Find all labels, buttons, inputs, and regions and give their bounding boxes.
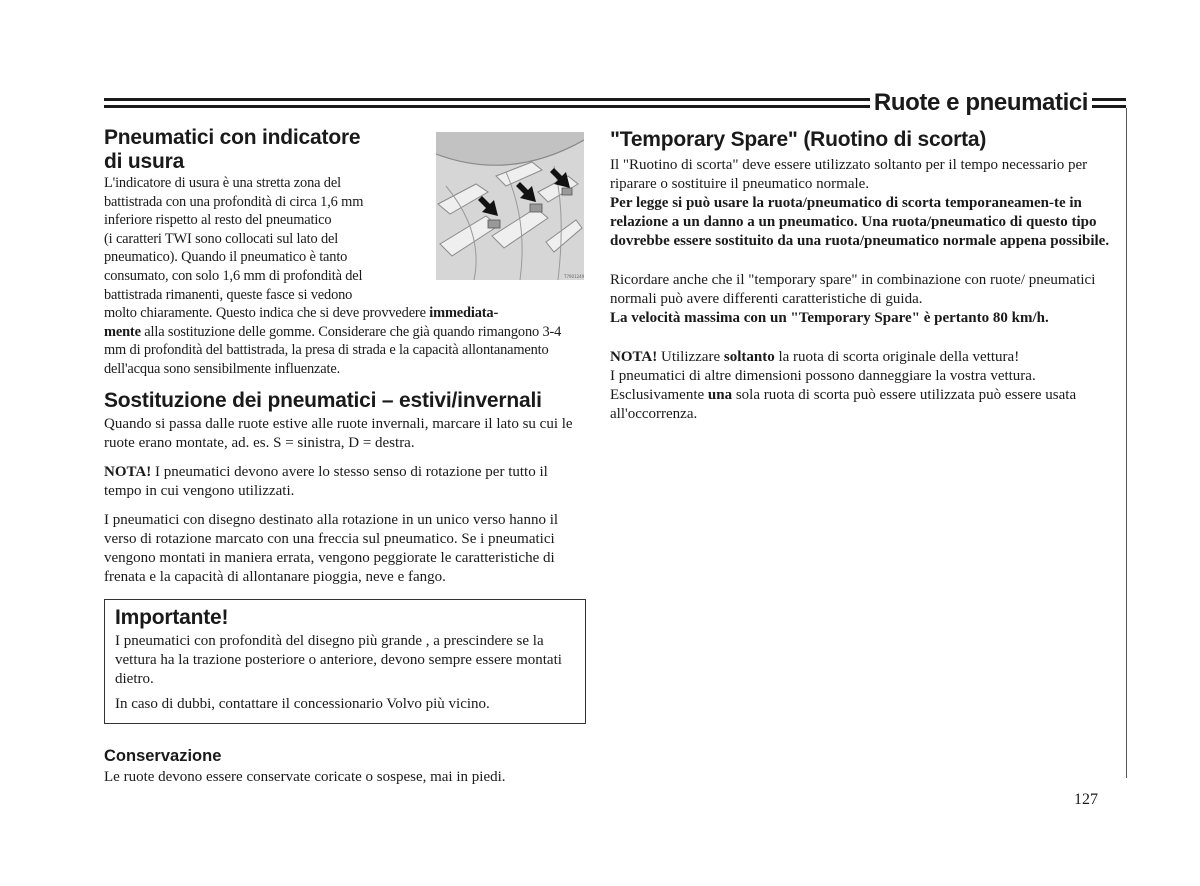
temporary-spare-p2: Ricordare anche che il "temporary spare" in combinazione con ruote/ pneumatici normali può avere differenti caratteristiche di guida. (610, 272, 1096, 307)
svg-text:T7901249: T7901249 (564, 274, 584, 279)
temporary-spare-p4: I pneumatici di altre dimensioni possono danneggiare la vostra vettura. (610, 368, 1036, 384)
conservazione-heading: Conservazione (104, 746, 222, 765)
tyre-tread-figure (436, 132, 584, 280)
summer-winter-heading: Sostituzione dei pneumatici – estivi/invernali (104, 388, 542, 412)
importante-p2: In caso di dubbi, contattare il concessionario Volvo più vicino. (115, 695, 490, 712)
importante-box (104, 599, 586, 724)
right-column (610, 128, 1110, 424)
wear-indicator-heading: Pneumatici con indicatore di usura (104, 126, 361, 173)
tyre-tread-wear-icon (436, 132, 584, 280)
summer-winter-p1: Quando si passa dalle ruote estive alle ruote invernali, marcare il lato su cui le ruote erano montate, ad. es. S = sinistra, D = destra. (104, 415, 573, 451)
page-number: 127 (1074, 791, 1098, 808)
temporary-spare-speed: La velocità massima con un "Temporary Spare" è pertanto 80 km/h. (610, 310, 1049, 326)
summer-winter-p3: I pneumatici con disegno destinato alla rotazione in un unico verso hanno il verso di rotazione marcato con una freccia sul pneumatico. Se i pneumatici vengono montati in maniera errata, vengono peggiorate le caratteristiche di frenata e la capacità di allontanare pioggia, neve e fango. (104, 511, 559, 585)
section-title: Ruote e pneumatici (870, 86, 1092, 120)
importante-p1: I pneumatici con profondità del disegno più grande , a prescindere se la vettura ha la trazione posteriore o anteriore, devono sempre essere montati dietro. (115, 632, 562, 687)
wear-indicator-text: L'indicatore di usura è una stretta zona del battistrada con una profondità di circa 1,6 mm inferiore rispetto al resto del pneumatico (i caratteri TWI sono collocati sul lato del pneumatico). Quando il pneumatico è tanto consumato, con solo 1,6 mm di profondità del battistrada rimanenti, queste fasce si vedono molto chiaramente. Questo indica che si deve provvedere immediata- mente alla sostituzione delle gomme. Considerare che già quando rimangono 3-4 mm di profondità del battistrada, la presa di strada e la capacità allontanamento dell'acqua sono sensibilmente influenzate. (104, 175, 562, 377)
temporary-spare-p5: Esclusivamente una sola ruota di scorta può essere utilizzata può essere usata all'occorrenza. (610, 387, 1077, 422)
temporary-spare-nota: NOTA! Utilizzare soltanto la ruota di scorta originale della vettura! (610, 349, 1020, 365)
temporary-spare-heading: "Temporary Spare" (Ruotino di scorta) (610, 128, 987, 151)
temporary-spare-p1: Il "Ruotino di scorta" deve essere utilizzato soltanto per il tempo necessario per riparare o sostituire il pneumatico normale. (610, 157, 1088, 192)
left-column (104, 126, 586, 787)
importante-heading: Importante! (115, 605, 229, 629)
summer-winter-nota: NOTA! I pneumatici devono avere lo stesso senso di rotazione per tutto il tempo in cui vengono utilizzati. (104, 463, 548, 499)
conservazione-p1: Le ruote devono essere conservate coricate o sospese, mai in piedi. (104, 768, 506, 785)
temporary-spare-p1-bold: Per legge si può usare la ruota/pneumatico di scorta temporaneamen-te in relazione a un danno a un pneumatico. Una ruota/pneumatico di questo tipo dovrebbe essere sostituito da una ruota/pneumatico normale appena possibile. (610, 195, 1110, 249)
right-margin-rule (1126, 108, 1127, 778)
